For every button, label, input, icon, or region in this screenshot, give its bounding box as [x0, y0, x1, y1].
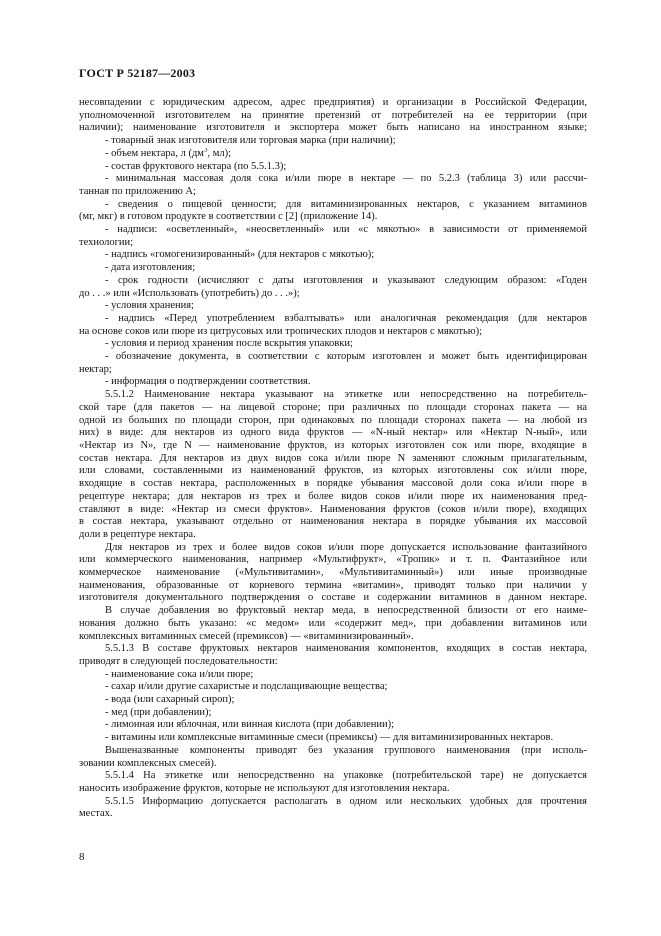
text-line: состав нектара. Для нектаров из двух видов сока и/или пюре N заменяют сложным прилагательным, — [79, 452, 587, 464]
text-line: - условия хранения; — [105, 300, 194, 312]
text-fragment: , мл); — [207, 147, 232, 159]
text-line: - сахар и/или другие сахаристые и подслащивающие вещества; — [105, 681, 388, 693]
text-line: 5.5.1.5 Информацию допускается располагать в одном или нескольких удобных для прочтения — [105, 795, 587, 807]
text-line: - товарный знак изготовителя или торговая марка (при наличии); — [105, 135, 396, 147]
text-line: несовпадении с юридическим адресом, адрес предприятия) и организации в Российской Федерации, — [79, 97, 587, 108]
text-line: - условия и период хранения после вскрытия упаковки; — [105, 338, 353, 350]
text-line: - надписи: «осветленный», «неосветленный» или «с мякотью» в зависимости от применяемой — [105, 224, 587, 236]
text-line: Вышеназванные компоненты приводят без указания группового наименования (при исполь- — [105, 744, 587, 756]
text-line: танная по приложению А; — [79, 185, 196, 197]
text-line: коммерческое наименование («Мультивитамин», «Мультивитаминный») или иные производные — [79, 567, 587, 579]
text-line: в состав нектара, указывают отдельно от наименования нектара в порядке убывания их массовой — [79, 516, 587, 528]
text-line: - срок годности (исчисляют с даты изготовления и указывают следующим образом: «Годен — [105, 274, 587, 286]
text-line: «Нектар из N», где N — наименование фруктов, из которых изготовлен сок или пюре, входящие в — [79, 439, 587, 451]
text-line: технологии; — [79, 236, 134, 248]
text-line: на основе соков или пюре из цитрусовых или тропических плодов и нектаров с мякотью); — [79, 325, 483, 337]
text-line: наносить изображение фруктов, которые не используют для изготовления нектара. — [79, 782, 450, 794]
text-line: комплексных витаминных смесей (премиксов) — «витаминизированный». — [79, 630, 414, 642]
text-line: или коммерческого наименования, например «Мультифрукт», «Тропик» и т. п. Фантазийное или — [79, 554, 587, 566]
page-number: 8 — [79, 851, 85, 863]
text-line: - минимальная массовая доля сока и/или пюре в нектаре — по 5.2.3 (таблица 3) или рассчи- — [105, 173, 587, 185]
text-line: ставляют в виде: «Нектар из смеси фруктов». Наименования фруктов (соков и/или пюре), входящих — [79, 503, 587, 515]
text-line: 5.5.1.2 Наименование нектара указывают на этикетке или непосредственно на потребитель- — [105, 389, 587, 401]
text-line: наименования, образованные от корневого термина «витамин», приводят только при наличии у — [79, 579, 587, 591]
superscript: 3 — [203, 147, 208, 154]
text-line: В случае добавления во фруктовый нектар меда, в непосредственной близости от его наиме- — [105, 605, 587, 617]
text-line: - лимонная или яблочная, или винная кислота (при добавлении); — [105, 719, 395, 731]
text-line: 5.5.1.4 На этикетке или непосредственно на упаковке (потребительской таре) не допускается — [105, 770, 587, 782]
text-line: (мг, мкг) в готовом продукте в соответствии с [2] (приложение 14). — [79, 211, 378, 223]
text-line: - наименование сока и/или пюре; — [105, 668, 254, 680]
text-line: одной из больших по площади сторон, при одинаковых по площади сторонах пакета — на любой из — [79, 414, 587, 426]
text-line: - состав фруктового нектара (по 5.5.1.3); — [105, 160, 287, 172]
text-line: - витамины или комплексные витаминные смеси (премиксы) — для витаминизированных нектаров. — [105, 732, 554, 744]
text-line: входящие в состав нектара, расположенных в порядке убывания массовой доли сока и/или пюре в — [79, 478, 587, 490]
text-line: уполномоченной изготовителем на принятие претензий от потребителей на ее территории (при — [79, 109, 587, 121]
text-line: - вода (или сахарный сироп); — [105, 694, 235, 706]
text-line: Для нектаров из трех и более видов соков и/или пюре допускается использование фантазийного — [105, 541, 587, 553]
text-line: доли в рецептуре нектара. — [79, 528, 196, 540]
text-line: нектар; — [79, 363, 112, 375]
text-line: - надпись «Перед употреблением взбалтывать» или аналогичная рекомендация (для нектаров — [105, 312, 587, 324]
text-line: - сведения о пищевой ценности; для витаминизированных нектаров, с указанием витаминов — [105, 198, 587, 210]
text-line: 5.5.1.3 В составе фруктовых нектаров наименования компонентов, входящих в состав нектара, — [105, 643, 587, 655]
text-line: - информация о подтверждении соответствия. — [105, 376, 311, 388]
text-line: местах. — [79, 808, 113, 820]
text-line: до . . .» или «Использовать (употребить) до . . .»); — [79, 287, 300, 299]
text-line: наличии); наименование изготовителя и экспортера может быть написано на иностранном языке; — [79, 122, 587, 134]
text-line: ской таре (для пакетов — на лицевой стороне; при различных по площади сторонах пакета — на — [79, 401, 587, 413]
text-line: зовании комплексных смесей). — [79, 757, 217, 769]
text-line: изготовителя документального подтверждения о составе и содержании витаминов в данном нектаре. — [79, 592, 587, 604]
text-line: - надпись «гомогенизированный» (для нектаров с мякотью); — [105, 249, 375, 261]
text-line: - дата изготовления; — [105, 262, 196, 274]
text-line: приводят в следующей последовательности: — [79, 655, 278, 667]
text-line: - обозначение документа, в соответствии с которым изготовлен и может быть идентифицирован — [105, 351, 587, 363]
body-text — [79, 97, 587, 821]
text-line: нования должно быть указано: «с медом» или «содержит мед», при добавлении витаминов или — [79, 617, 587, 629]
document-header: ГОСТ Р 52187—2003 — [79, 66, 196, 80]
text-line: - мед (при добавлении); — [105, 706, 212, 718]
text-line: - объем нектара, л ($дм^3$, мл); — [79, 148, 587, 161]
text-line: рецептуре нектара; для нектаров из трех и более видов соков и/или пюре их наименования пред- — [79, 490, 587, 502]
text-line: или словами, составленными из наименований фруктов, из которых изготовлены сок и/или пюре, — [79, 465, 587, 477]
text-line: них) в виде: для нектаров из одного вида фруктов — «N-ный нектар» или «Нектар N-ный», или — [79, 427, 587, 439]
